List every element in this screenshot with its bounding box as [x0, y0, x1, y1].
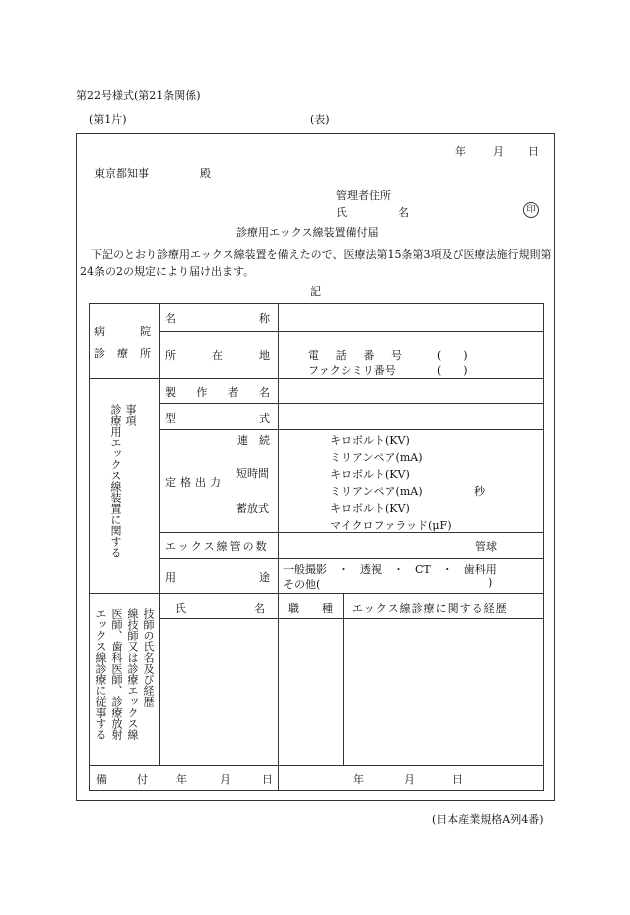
second-unit: 秒	[474, 485, 485, 498]
hospital-label-line1: 病 院	[94, 325, 151, 338]
face-label: (表)	[310, 113, 330, 126]
use-other: その他(	[283, 578, 321, 591]
footer-standard: (日本産業規格A列4番)	[432, 813, 544, 826]
staff-label-col2: 線技師又は診療エックス線	[126, 608, 139, 740]
staff-role-header: 職 種	[288, 602, 333, 615]
tube-unit: 管球	[475, 540, 497, 553]
form-number: 第22号様式(第21条関係)	[76, 89, 201, 102]
fax-label: ファクシミリ番号	[308, 364, 396, 377]
installed-month-2: 月	[404, 773, 415, 786]
staff-career-header: エックス線診療に関する経歴	[352, 602, 508, 615]
fax-paren: ( )	[437, 364, 468, 377]
staff-label-col3: 医師、歯科医師、診療放射	[110, 608, 123, 740]
kv-3: キロボルト(KV)	[330, 502, 410, 515]
storage-label: 蓄放式	[236, 502, 269, 515]
honorific: 殿	[200, 167, 211, 180]
model-label: 型 式	[165, 412, 270, 425]
staff-label-col1: 技師の氏名及び経歴	[142, 608, 155, 707]
sheet-number: (第1片)	[89, 113, 127, 126]
microfarad: マイクロファラッド(μF)	[330, 519, 452, 532]
short-time-label: 短時間	[236, 467, 269, 480]
installed-month-1: 月	[220, 773, 231, 786]
kv-1: キロボルト(KV)	[330, 434, 410, 447]
installed-day-1: 日	[262, 773, 273, 786]
tube-count-label: エックス線管の数	[165, 540, 269, 553]
name-label-2: 名	[398, 206, 409, 219]
ma-2: ミリアンペア(mA)	[330, 485, 423, 498]
installed-label: 備 付	[96, 773, 148, 786]
addressee: 東京都知事	[94, 167, 149, 180]
rated-output-label: 定 格 出 力	[165, 476, 221, 489]
ma-1: ミリアンペア(mA)	[330, 451, 423, 464]
use-options: 一般撮影 ・ 透視 ・ CT ・ 歯科用	[283, 563, 497, 576]
staff-label-col4: エックス線診療に従事する	[94, 608, 107, 740]
device-label-col1: 診療用エックス線装置に関する	[109, 404, 122, 558]
hospital-address-label: 所 在 地	[165, 349, 270, 362]
maker-label: 製 作 者 名	[165, 386, 270, 399]
ki-label: 記	[310, 285, 321, 298]
date-day: 日	[528, 145, 539, 158]
use-label: 用 途	[165, 571, 270, 584]
hospital-name-label: 名 称	[165, 312, 270, 325]
installed-year-1: 年	[176, 773, 187, 786]
manager-address-label: 管理者住所	[336, 189, 391, 202]
phone-paren: ( )	[437, 349, 468, 362]
phone-label: 電 話 番 号	[308, 349, 402, 362]
installed-year-2: 年	[353, 773, 364, 786]
kv-2: キロボルト(KV)	[330, 468, 410, 481]
name-label-1: 氏	[336, 206, 347, 219]
date-year: 年	[455, 145, 466, 158]
use-other-close: )	[488, 576, 493, 589]
form-title: 診療用エックス線装置備付届	[236, 226, 379, 239]
body-text: 下記のとおり診療用エックス線装置を備えたので、医療法第15条第3項及び医療法施行規則第24条の2の規定により届け出ます。	[80, 248, 552, 278]
seal-icon: 印	[523, 202, 539, 218]
staff-name-header: 氏 名	[175, 602, 265, 615]
hospital-label-line2: 診 療 所	[94, 347, 151, 360]
installed-day-2: 日	[452, 773, 463, 786]
device-label-col2: 事項	[124, 404, 137, 426]
date-month: 月	[493, 145, 504, 158]
continuous-label: 連 続	[237, 434, 270, 447]
